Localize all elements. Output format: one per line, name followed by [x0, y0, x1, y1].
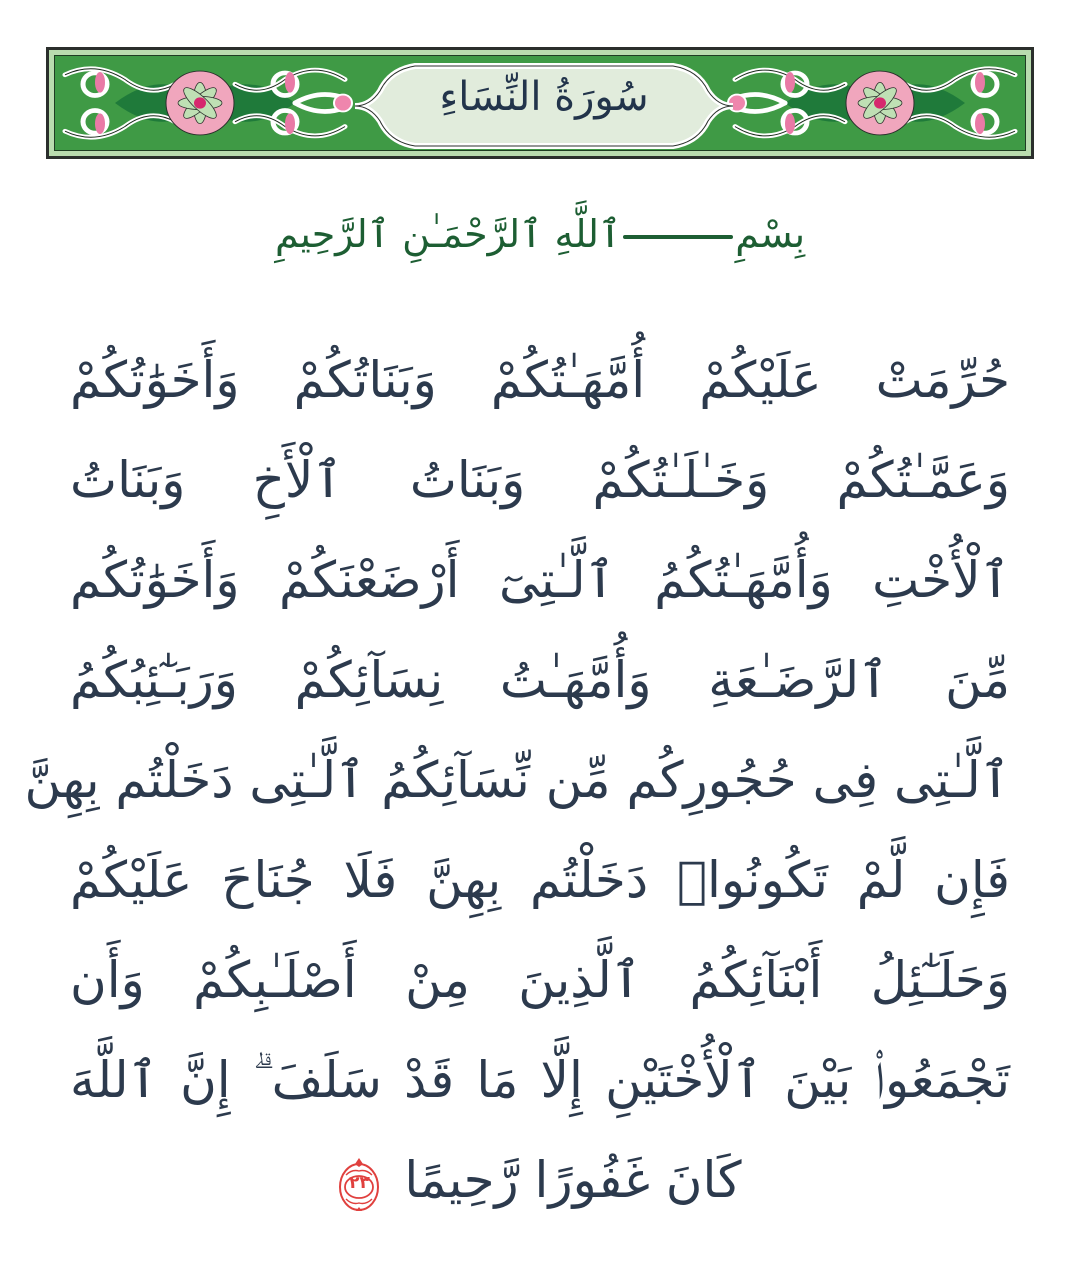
ayah-number: ٢٣: [349, 1172, 370, 1193]
verse-line: مِّنَ ٱلرَّضَـٰعَةِ وَأُمَّهَـٰتُ نِسَآئِكُمْ وَرَبَـٰٓئِبُكُمُ: [70, 651, 1010, 709]
surah-header-banner: [46, 47, 1034, 159]
basmala-bism: بِسْمِ: [735, 212, 806, 256]
verse-line: وَحَلَـٰٓئِلُ أَبْنَآئِكُمُ ٱلَّذِينَ مِنْ أَصْلَـٰبِكُمْ وَأَن: [70, 951, 1010, 1009]
verse-line: وَعَمَّـٰتُكُمْ وَخَـٰلَـٰتُكُمْ وَبَنَاتُ ٱلْأَخِ وَبَنَاتُ: [70, 451, 1010, 509]
ayah-end-marker: [338, 1155, 380, 1213]
banner-ornamental-field: [54, 55, 1026, 151]
verse-line: تَجْمَعُوا۟ بَيْنَ ٱلْأُخْتَيْنِ إِلَّا مَا قَدْ سَلَفَ ۗ إِنَّ ٱللَّهَ: [70, 1051, 1010, 1109]
basmala: [0, 212, 1080, 256]
verse-line: فَإِن لَّمْ تَكُونُوا۟ دَخَلْتُم بِهِنَّ فَلَا جُنَاحَ عَلَيْكُمْ: [70, 851, 1010, 909]
surah-title: سُورَةُ النِّسَاءِ: [439, 74, 649, 120]
verse-line: ٱلَّـٰتِى فِى حُجُورِكُم مِّن نِّسَآئِكُمُ ٱلَّـٰتِى دَخَلْتُم بِهِنَّ: [24, 751, 1010, 809]
verse-text-block: [24, 330, 1010, 1230]
floral-ornament-left-icon: [55, 56, 355, 150]
verse-line: حُرِّمَتْ عَلَيْكُمْ أُمَّهَـٰتُكُمْ وَبَنَاتُكُمْ وَأَخَوَٰتُكُمْ: [70, 351, 1010, 409]
basmala-kashida: [623, 235, 733, 239]
floral-ornament-right-icon: [725, 56, 1025, 150]
verse-line-text: كَانَ غَفُورًا رَّحِيمًا: [404, 1151, 742, 1209]
verse-line: ٱلْأُخْتِ وَأُمَّهَـٰتُكُمُ ٱلَّـٰتِىٓ أَرْضَعْنَكُمْ وَأَخَوَٰتُكُم: [70, 551, 1010, 609]
surah-title-cartouche: [325, 56, 763, 150]
basmala-rest: ٱللَّهِ ٱلرَّحْمَـٰنِ ٱلرَّحِيمِ: [274, 212, 622, 256]
verse-line-final: [70, 1130, 1010, 1230]
